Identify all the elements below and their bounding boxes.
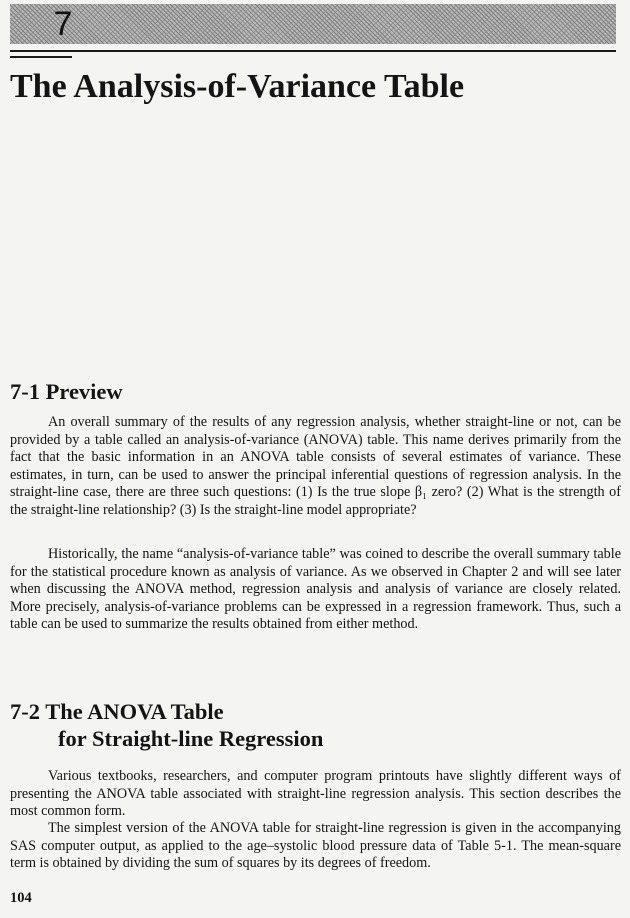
paragraph-preview-1: An overall summary of the results of any regression analysis, whether straight-line or not, can be provided by a table called an analysis-of-variance (ANOVA) table. This name derives primarily from the fact that the basic information in an ANOVA table consists of several estimates of variance. These estimates, in turn, can be used to answer the principal inferential questions of regression analysis. In the straight-line case, there are three such questions: (1) Is the true slope β₁ zero? (2) What is the strength of the straight-line relationship? (3) Is the straight-line model appropriate? bbox=[10, 414, 621, 518]
header-rule bbox=[10, 50, 616, 52]
page-number: 104 bbox=[10, 890, 32, 906]
chapter-number: 7 bbox=[53, 5, 73, 43]
header-rule-short bbox=[10, 56, 72, 58]
section-heading-line-1: 7-2 The ANOVA Table bbox=[10, 699, 224, 724]
paragraph-anova-2: The simplest version of the ANOVA table for straight-line regression is given in the accompanying SAS computer output, as applied to the age–systolic blood pressure data of Table 5-1. The mean-square term is obtained by dividing the sum of squares by its degrees of freedom. bbox=[10, 820, 621, 872]
section-heading-anova-table bbox=[10, 698, 323, 752]
chapter-title: The Analysis-of-Variance Table bbox=[10, 68, 465, 105]
chapter-header-band bbox=[10, 4, 616, 44]
section-heading-line-2: for Straight-line Regression bbox=[58, 726, 324, 751]
paragraph-anova-1: Various textbooks, researchers, and computer program printouts have slightly different ways of presenting the ANOVA table associated with straight-line regression analysis. This section describes the most common form. bbox=[10, 768, 621, 820]
paragraph-preview-2: Historically, the name “analysis-of-variance table” was coined to describe the overall summary table for the statistical procedure known as analysis of variance. As we observed in Chapter 2 and will see later when discussing the ANOVA method, regression analysis and analysis of variance are closely related. More precisely, analysis-of-variance problems can be expressed in a regression framework. Thus, such a table can be used to summarize the results obtained from either method. bbox=[10, 546, 621, 633]
section-heading-preview: 7-1 Preview bbox=[10, 379, 123, 404]
